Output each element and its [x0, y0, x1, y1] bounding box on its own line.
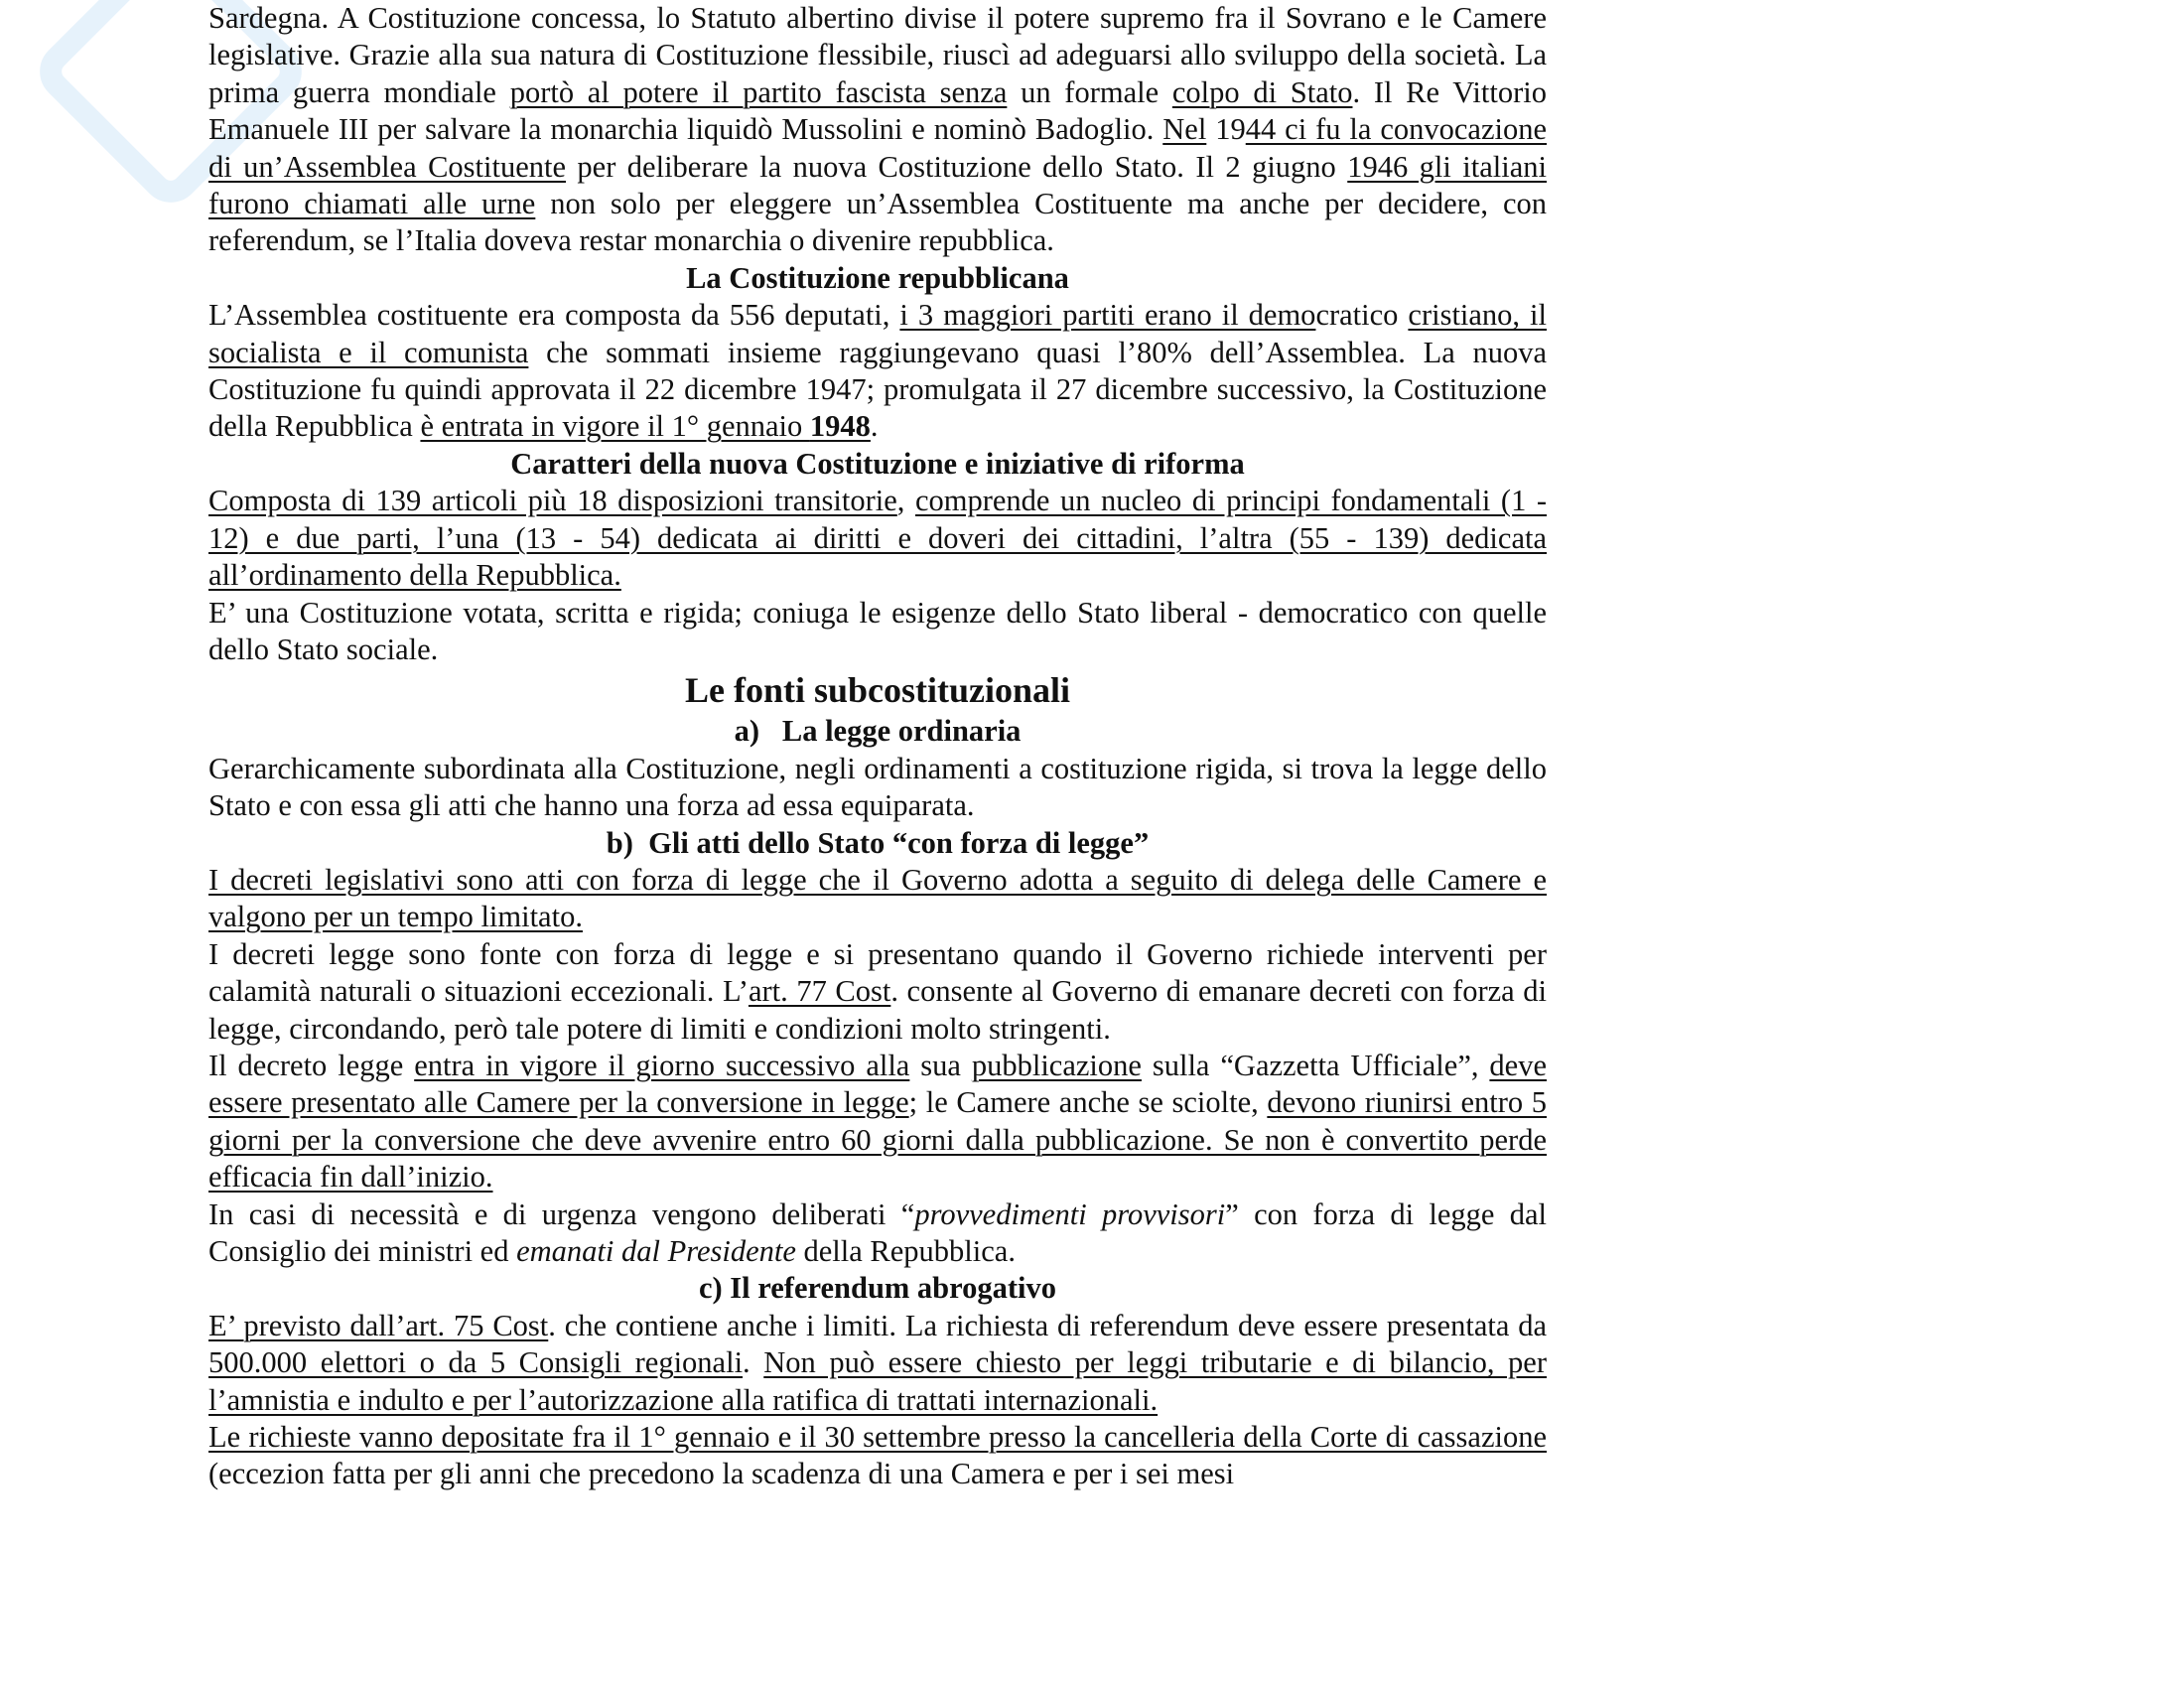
paragraph-costituzione-rigida: E’ una Costituzione votata, scritta e rigida; coniuga le esigenze dello Stato liberal - democratico con quelle dello Stato sociale.: [208, 595, 1547, 666]
paragraph-decreti-legge: I decreti legge sono fonte con forza di legge e si presentano quando il Governo richiede interventi per calamità naturali o situazioni eccezionali. L’art. 77 Cost. consente al Governo di emanare decreti con forza di legge, circondando, però tale potere di limiti e condizioni molto stringenti.: [208, 936, 1547, 1046]
paragraph-statuto: Sardegna. A Costituzione concessa, lo Statuto albertino divise il potere supremo fra il Sovrano e le Camere legislative. Grazie alla sua natura di Costituzione flessibile, riuscì ad adeguarsi allo sviluppo della società. La prima guerra mondiale portò al potere il partito fascista senza un formale colpo di Stato. Il Re Vittorio Emanuele III per salvare la monarchia liquidò Mussolini e nominò Badoglio. Nel 1944 ci fu la convocazione di un’Assemblea Costituente per deliberare la nuova Costituzione dello Stato. Il 2 giugno 1946 gli italiani furono chiamati alle urne non solo per eleggere un’Assemblea Costituente ma anche per decidere, con referendum, se l’Italia doveva restar monarchia o divenire repubblica.: [208, 1, 1548, 258]
paragraph-legge-ordinaria: Gerarchicamente subordinata alla Costituzione, negli ordinamenti a costituzione rigida, si trova la legge dello Stato e con essa gli atti che hanno una forza ad essa equiparata.: [208, 751, 1547, 823]
paragraph-provvedimenti-provvisori: In casi di necessità e di urgenza vengono deliberati “provvedimenti provvisori” con forza di legge dal Consiglio dei ministri ed emanati dal Presidente della Repubblica.: [208, 1196, 1547, 1268]
paragraph-richieste: Le richieste vanno depositate fra il 1° gennaio e il 30 settembre presso la cancelleria della Corte di cassazione (eccezion fatta per gli anni che precedono la scadenza di una Camera e per i sei mesi: [208, 1420, 1547, 1491]
paragraph-referendum: E’ previsto dall’art. 75 Cost. che contiene anche i limiti. La richiesta di referendum deve essere presentata da 500.000 elettori o da 5 Consigli regionali. Non può essere chiesto per leggi tributarie e di bilancio, per l’amnistia e indulto e per l’autorizzazione alla ratifica di trattati internazionali.: [208, 1308, 1547, 1417]
heading-referendum-abrogativo: c) Il referendum abrogativo: [698, 1271, 1057, 1306]
heading-caratteri: Caratteri della nuova Costituzione e iniziative di riforma: [510, 446, 1245, 481]
heading-costituzione-repubblicana: La Costituzione repubblicana: [686, 260, 1069, 295]
paragraph-composizione: Composta di 139 articoli più 18 disposizioni transitorie, comprende un nucleo di principi fondamentali (1 - 12) e due parti, l’una (13 - 54) dedicata ai diritti e doveri dei cittadini, l’altra (55 - 139) dedicata all’ordinamento della Repubblica.: [208, 484, 1548, 593]
heading-fonti-subcostituzionali: Le fonti subcostituzionali: [684, 670, 1071, 711]
heading-legge-ordinaria: a) La legge ordinaria: [734, 714, 1022, 749]
paragraph-decreti-legislativi: I decreti legislativi sono atti con forza di legge che il Governo adotta a seguito di delega delle Camere e valgono per un tempo limitato.: [208, 862, 1547, 934]
heading-atti-forza-di-legge: b) Gli atti dello Stato “con forza di legge”: [606, 825, 1150, 860]
paragraph-entrata-in-vigore: Il decreto legge entra in vigore il giorno successivo alla sua pubblicazione sulla “Gazzetta Ufficiale”, deve essere presentato alle Camere per la conversione in legge; le Camere anche se sciolte, devono riunirsi entro 5 giorni per la conversione che deve avvenire entro 60 giorni dalla pubblicazione. Se non è convertito perde efficacia fin dall’inizio.: [208, 1048, 1547, 1195]
document-page: [208, 0, 1547, 1493]
paragraph-assemblea: L’Assemblea costituente era composta da 556 deputati, i 3 maggiori partiti erano il democratico cristiano, il socialista e il comunista che sommati insieme raggiungevano quasi l’80% dell’Assemblea. La nuova Costituzione fu quindi approvata il 22 dicembre 1947; promulgata il 27 dicembre successivo, la Costituzione della Repubblica è entrata in vigore il 1° gennaio 1948.: [208, 298, 1547, 444]
